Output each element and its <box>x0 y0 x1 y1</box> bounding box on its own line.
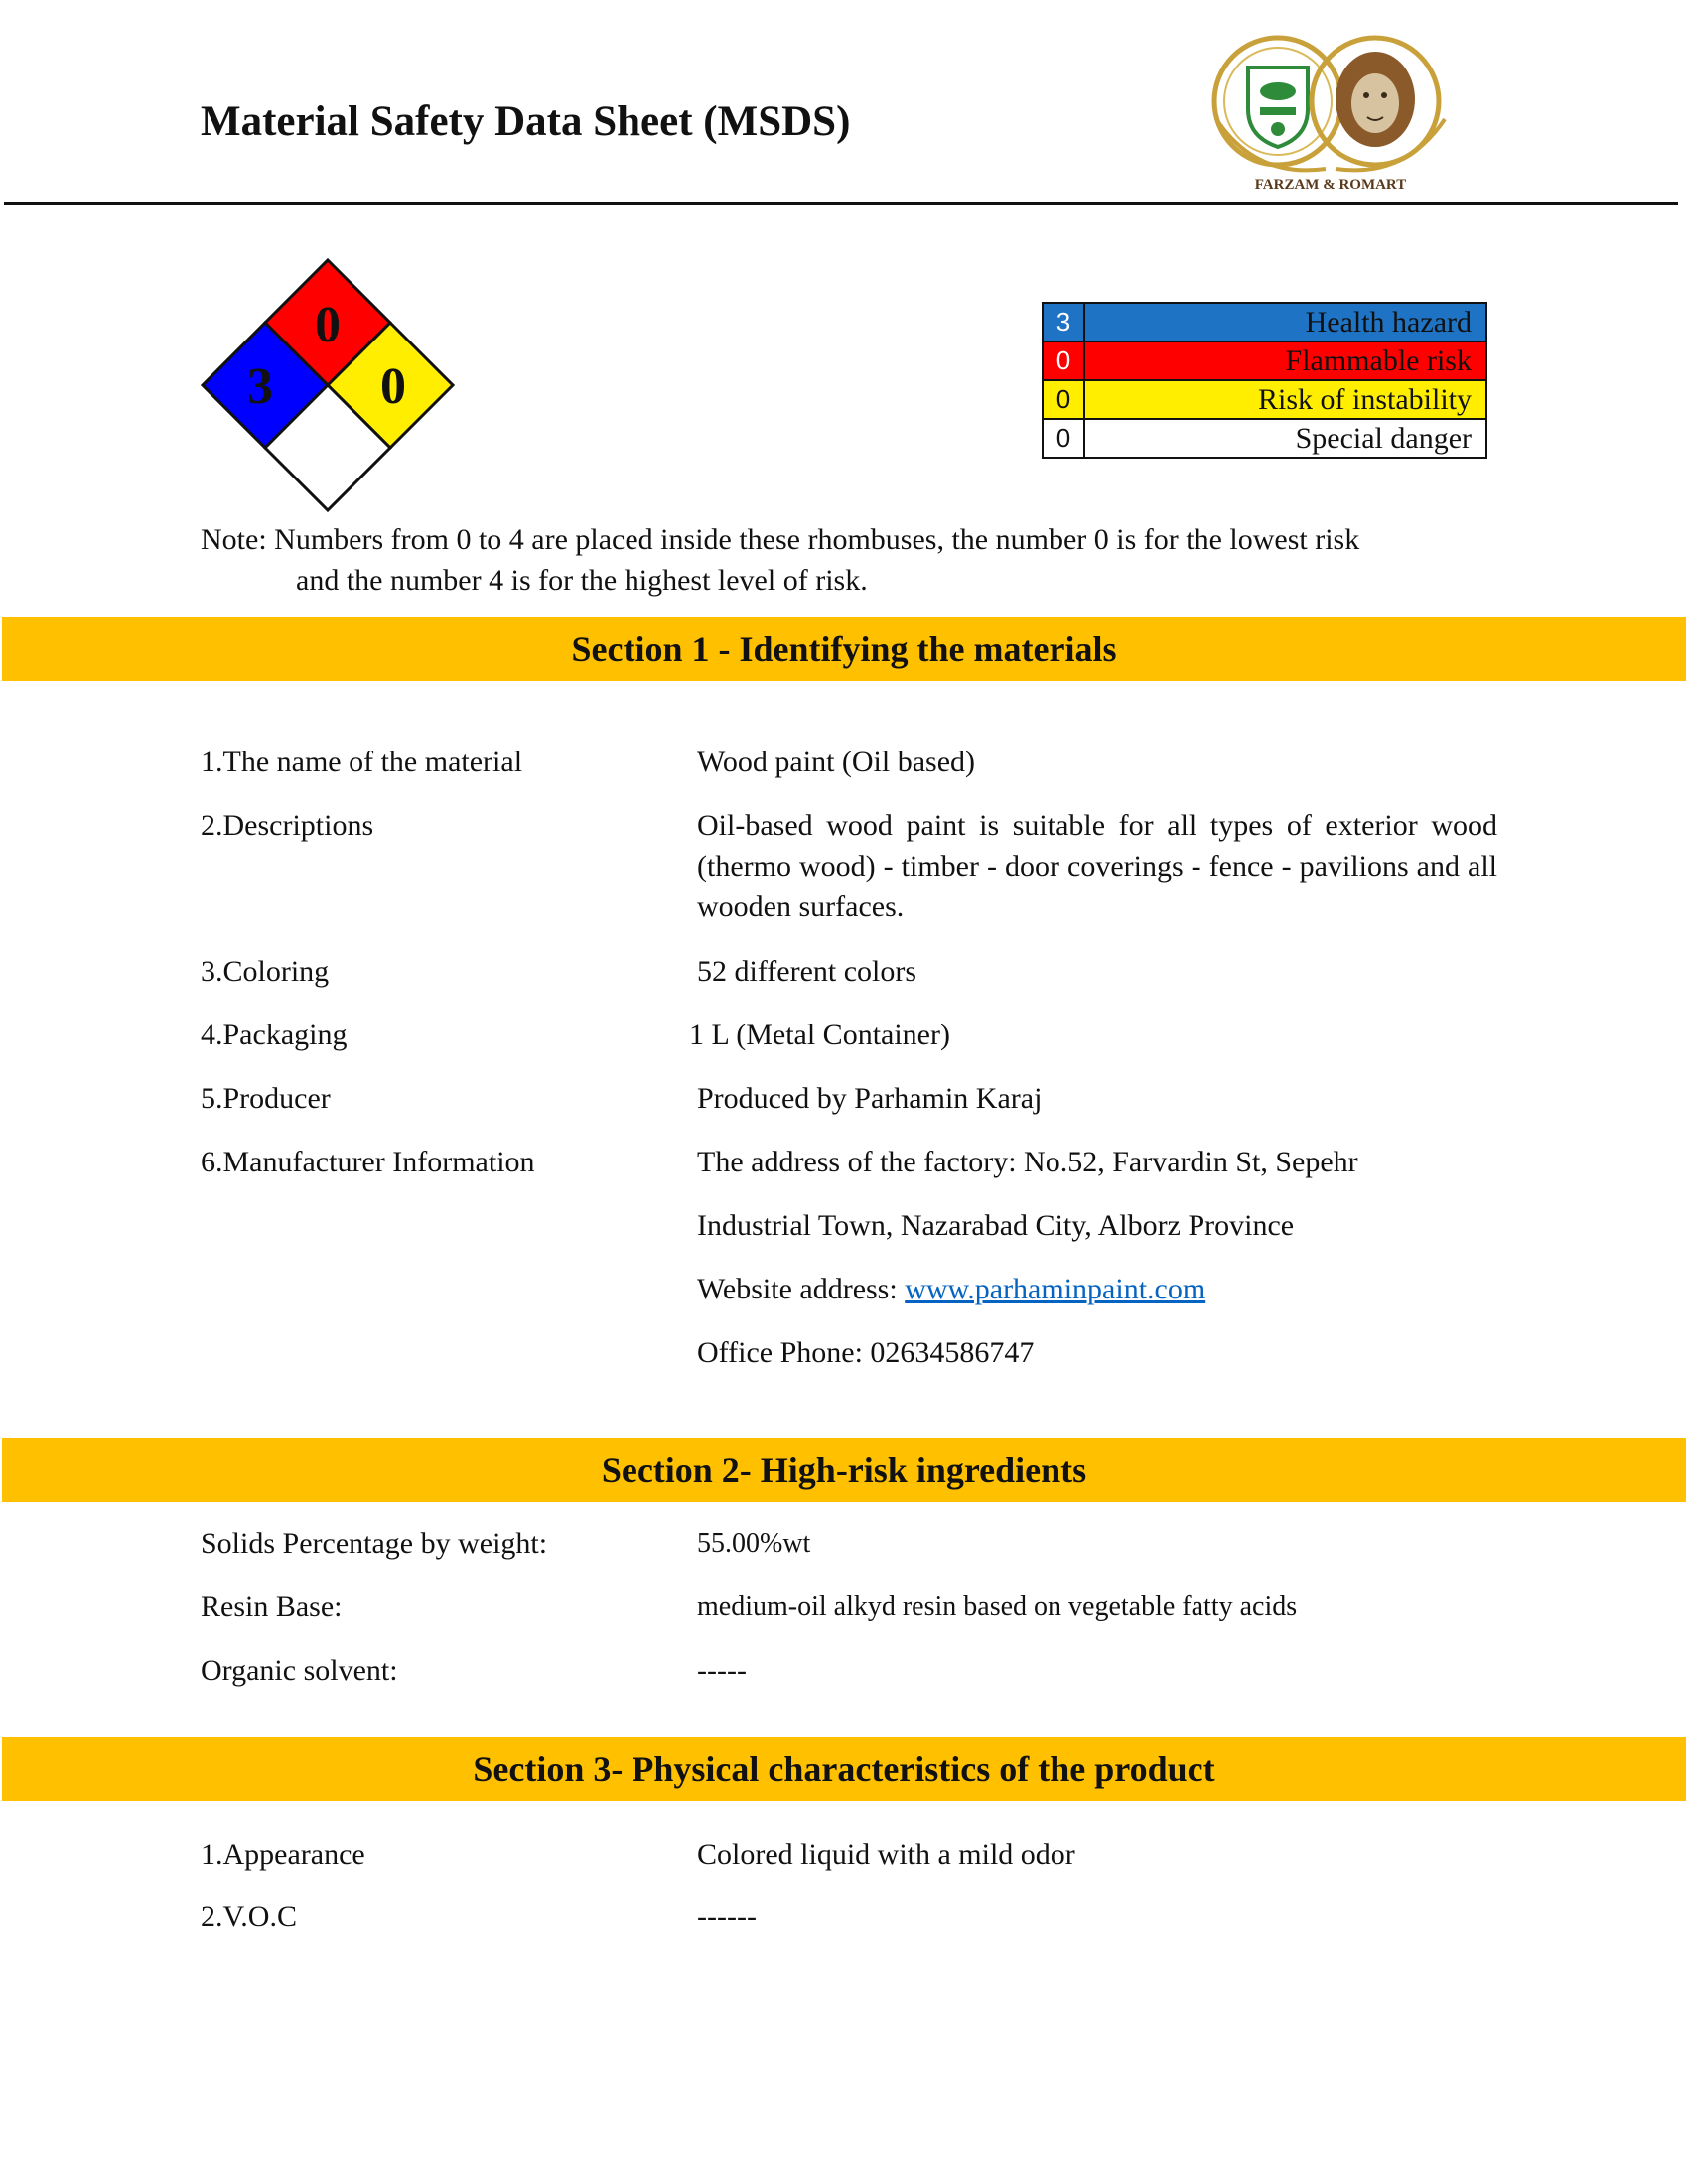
legend-label: Risk of instability <box>1084 380 1486 419</box>
section-1-header: Section 1 - Identifying the materials <box>2 617 1686 681</box>
legend-num: 3 <box>1043 303 1084 341</box>
website-label: Website address: <box>697 1273 906 1305</box>
resin-label: Resin Base: <box>201 1590 343 1623</box>
hazard-note <box>201 519 1511 601</box>
legend-num: 0 <box>1043 341 1084 380</box>
section-2-header: Section 2- High-risk ingredients <box>2 1438 1686 1502</box>
legend-row-instability <box>1043 380 1486 419</box>
page-title: Material Safety Data Sheet (MSDS) <box>201 98 851 145</box>
website-link[interactable]: www.parhaminpaint.com <box>905 1273 1206 1305</box>
voc-label: 2.V.O.C <box>201 1900 297 1933</box>
resin-value: medium-oil alkyd resin based on vegetable fatty acids <box>697 1591 1298 1622</box>
office-phone: Office Phone: 02634586747 <box>697 1336 1035 1369</box>
appearance-value: Colored liquid with a mild odor <box>697 1839 1075 1871</box>
coloring-label: 3.Coloring <box>201 955 330 988</box>
factory-address-line-2: Industrial Town, Nazarabad City, Alborz Province <box>697 1209 1295 1242</box>
material-name-label: 1.The name of the material <box>201 746 523 778</box>
factory-address-line-1: The address of the factory: No.52, Farvardin St, Sepehr <box>697 1146 1358 1178</box>
legend-num: 0 <box>1043 380 1084 419</box>
logo-caption: FARZAM & ROMART <box>1254 177 1407 193</box>
hazard-legend-table <box>1042 302 1487 459</box>
diamond-right: 0 <box>380 358 406 415</box>
producer-value: Produced by Parhamin Karaj <box>697 1082 1043 1115</box>
legend-num: 0 <box>1043 419 1084 458</box>
description-value: Oil-based wood paint is suitable for all types of exterior wood (thermo wood) - timber - door coverings - fence - pavilions and all wooden surfaces. <box>697 809 1497 923</box>
packaging-value: 1 L (Metal Container) <box>689 1019 950 1051</box>
solvent-label: Organic solvent: <box>201 1654 398 1687</box>
header-divider <box>4 202 1678 205</box>
note-line-1: Note: Numbers from 0 to 4 are placed inside these rhombuses, the number 0 is for the lowest risk <box>201 523 1360 556</box>
description-label: 2.Descriptions <box>201 809 374 842</box>
manufacturer-label: 6.Manufacturer Information <box>201 1146 535 1178</box>
diamond-left: 3 <box>247 358 273 415</box>
legend-label: Flammable risk <box>1084 341 1486 380</box>
website-row <box>697 1269 1205 1309</box>
nfpa-diamond-icon <box>199 256 457 514</box>
producer-label: 5.Producer <box>201 1082 331 1115</box>
voc-value: ------ <box>697 1900 757 1933</box>
company-logo <box>1196 20 1465 199</box>
packaging-label: 4.Packaging <box>201 1019 348 1051</box>
diamond-health-top: 0 <box>315 297 341 353</box>
solids-value: 55.00%wt <box>697 1528 811 1559</box>
coloring-value: 52 different colors <box>697 955 917 988</box>
legend-row-health <box>1043 303 1486 341</box>
legend-label: Special danger <box>1084 419 1486 458</box>
legend-row-flammable <box>1043 341 1486 380</box>
legend-row-special <box>1043 419 1486 458</box>
solvent-value: ----- <box>697 1654 747 1687</box>
material-name-value: Wood paint (Oil based) <box>697 746 976 778</box>
legend-label: Health hazard <box>1084 303 1486 341</box>
appearance-label: 1.Appearance <box>201 1839 365 1871</box>
section-3-header: Section 3- Physical characteristics of the product <box>2 1737 1686 1801</box>
note-line-2: and the number 4 is for the highest level of risk. <box>296 564 868 597</box>
solids-label: Solids Percentage by weight: <box>201 1527 548 1560</box>
